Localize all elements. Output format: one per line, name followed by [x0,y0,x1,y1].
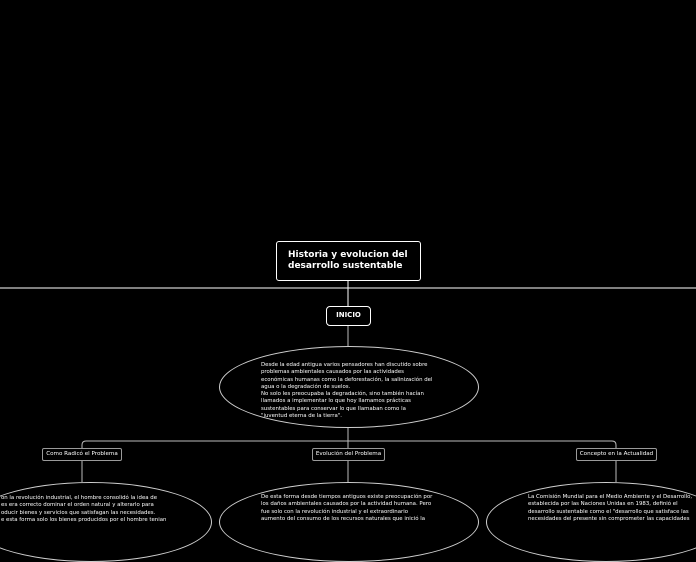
branch-evolucion[interactable] [312,448,385,461]
branch-label: Como Radicó el Problema [46,451,118,457]
branch-bus-line [82,441,616,448]
main-note-text: Desde la edad antigua varios pensadores han discutido sobre problemas ambientales causados por las actividades económicas humanas como la deforestación, la salinización del agua o la degradación de suelos. No solo les preocupaba la degradación, sino también hacían llamados a implementar lo que hoy llamamos prácticas sustentables para conservar lo que llamaban como la "juventud eterna de la tierra". [261,362,433,420]
root-topic[interactable] [276,241,421,281]
root-title: Historia y evolucion del desarrollo sustentable [288,250,408,271]
left-note-text: on la revolución industrial, el hombre consolidó la idea de es era correcto dominar el orden natural y alterarlo para oducir bienes y servicios que satisfagan las necesidades. e esta forma solo los bienes producidos por el hombre tenian [1,495,167,523]
right-note-ellipse[interactable] [486,482,696,562]
left-note-ellipse[interactable] [0,482,212,562]
mid-note-ellipse[interactable] [219,482,479,562]
inicio-topic[interactable] [326,306,371,326]
branch-label: Concepto en la Actualidad [579,451,654,457]
branch-label: Evolución del Problema [315,451,382,457]
inicio-label: INICIO [336,311,361,319]
branch-concepto[interactable] [576,448,657,461]
branch-como-radico[interactable] [42,448,122,461]
main-note-ellipse[interactable] [219,346,479,428]
right-note-text: La Comisión Mundial para el Medio Ambiente y el Desarrollo, establecida por las Naciones Unidas en 1983, definió el desarrollo sustentable como el "desarrollo que satisface las necesidades del presente sin comprometer las capacidades [528,494,693,522]
mid-note-text: De esta forma desde tiempos antiguos existe preocupación por los daños ambientales causados por la actividad humana. Pero fue solo con la revolución industrial y el extraordinario aumento del consumo de los recursos naturales que inició la [261,494,433,522]
